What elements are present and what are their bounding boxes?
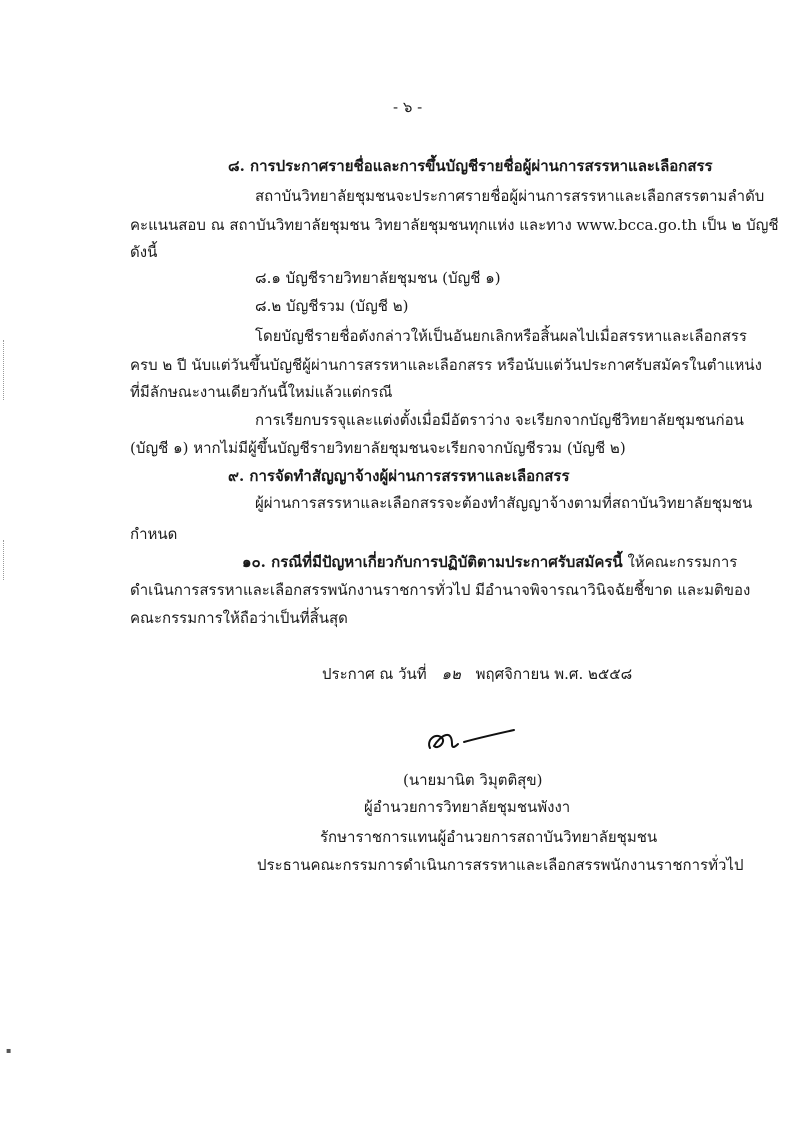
section-8-para1-line1: สถาบันวิทยาลัยชุมชนจะประกาศรายชื่อผู้ผ่านการสรรหาและเลือกสรรตามลำดับ bbox=[255, 187, 765, 205]
section-8-para2-line3: ที่มีลักษณะงานเดียวกันนี้ใหม่แล้วแต่กรณี bbox=[130, 383, 393, 401]
section-10-line1-rest: ให้คณะกรรมการ bbox=[622, 553, 738, 571]
signatory-title-1: ผู้อำนวยการวิทยาลัยชุมชนพังงา bbox=[364, 798, 571, 816]
section-8-para3-line2: (บัญชี ๑) หากไม่มีผู้ขึ้นบัญชีรายวิทยาลัยชุมชนจะเรียกจากบัญชีรวม (บัญชี ๒) bbox=[130, 439, 626, 457]
announcement-prefix: ประกาศ ณ วันที่ bbox=[322, 665, 427, 683]
announcement-date bbox=[322, 664, 632, 684]
section-9-para-line1: ผู้ผ่านการสรรหาและเลือกสรรจะต้องทำสัญญาจ้างตามที่สถาบันวิทยาลัยชุมชน bbox=[255, 494, 753, 512]
section-8-item2: ๘.๒ บัญชีรวม (บัญชี ๒) bbox=[255, 297, 409, 315]
signatory-title-2: รักษาราชการแทนผู้อำนวยการสถาบันวิทยาลัยชุมชน bbox=[320, 828, 658, 846]
announcement-day: ๑๒ bbox=[441, 665, 461, 683]
section-8-item1: ๘.๑ บัญชีรายวิทยาลัยชุมชน (บัญชี ๑) bbox=[255, 269, 501, 287]
scan-edge-marks bbox=[3, 540, 5, 580]
signatory-title-3: ประธานคณะกรรมการดำเนินการสรรหาและเลือกสรรพนักงานราชการทั่วไป bbox=[257, 856, 744, 874]
handwritten-signature bbox=[418, 718, 518, 762]
scan-edge-marks bbox=[3, 340, 5, 400]
section-10-line3: คณะกรรมการให้ถือว่าเป็นที่สิ้นสุด bbox=[130, 609, 348, 627]
section-8-para3-line1: การเรียกบรรจุและแต่งตั้งเมื่อมีอัตราว่าง จะเรียกจากบัญชีวิทยาลัยชุมชนก่อน bbox=[255, 411, 744, 429]
section-8-para1-line2: คะแนนสอบ ณ สถาบันวิทยาลัยชุมชน วิทยาลัยชุมชนทุกแห่ง และทาง www.bcca.go.th เป็น ๒ บัญชี bbox=[130, 216, 779, 234]
signatory-name: (นายมานิต วิมุตติสุข) bbox=[403, 771, 543, 789]
section-8-para1-line3: ดังนี้ bbox=[130, 243, 158, 261]
section-8-para2-line2: ครบ ๒ ปี นับแต่วันขึ้นบัญชีผู้ผ่านการสรรหาและเลือกสรร หรือนับแต่วันประกาศรับสมัครในตำแหน่ง bbox=[130, 356, 762, 374]
section-10-heading: ๑๐. กรณีที่มีปัญหาเกี่ยวกับการปฏิบัติตามประกาศรับสมัครนี้ bbox=[242, 553, 623, 571]
section-8-para2-line1: โดยบัญชีรายชื่อดังกล่าวให้เป็นอันยกเลิกหรือสิ้นผลไปเมื่อสรรหาและเลือกสรร bbox=[255, 327, 747, 345]
section-10-line1 bbox=[242, 552, 737, 572]
scan-mark: ▪ bbox=[6, 1046, 12, 1055]
announcement-suffix: พฤศจิกายน พ.ศ. ๒๕๕๘ bbox=[475, 665, 633, 683]
page-number: - ๖ - bbox=[393, 98, 423, 116]
section-9-heading: ๙. การจัดทำสัญญาจ้างผู้ผ่านการสรรหาและเลือกสรร bbox=[228, 467, 570, 485]
section-10-line2: ดำเนินการสรรหาและเลือกสรรพนักงานราชการทั่วไป มีอำนาจพิจารณาวินิจฉัยชี้ขาด และมติของ bbox=[130, 581, 751, 599]
section-9-para-line2: กำหนด bbox=[130, 525, 178, 543]
section-8-heading: ๘. การประกาศรายชื่อและการขึ้นบัญชีรายชื่อผู้ผ่านการสรรหาและเลือกสรร bbox=[228, 157, 713, 175]
